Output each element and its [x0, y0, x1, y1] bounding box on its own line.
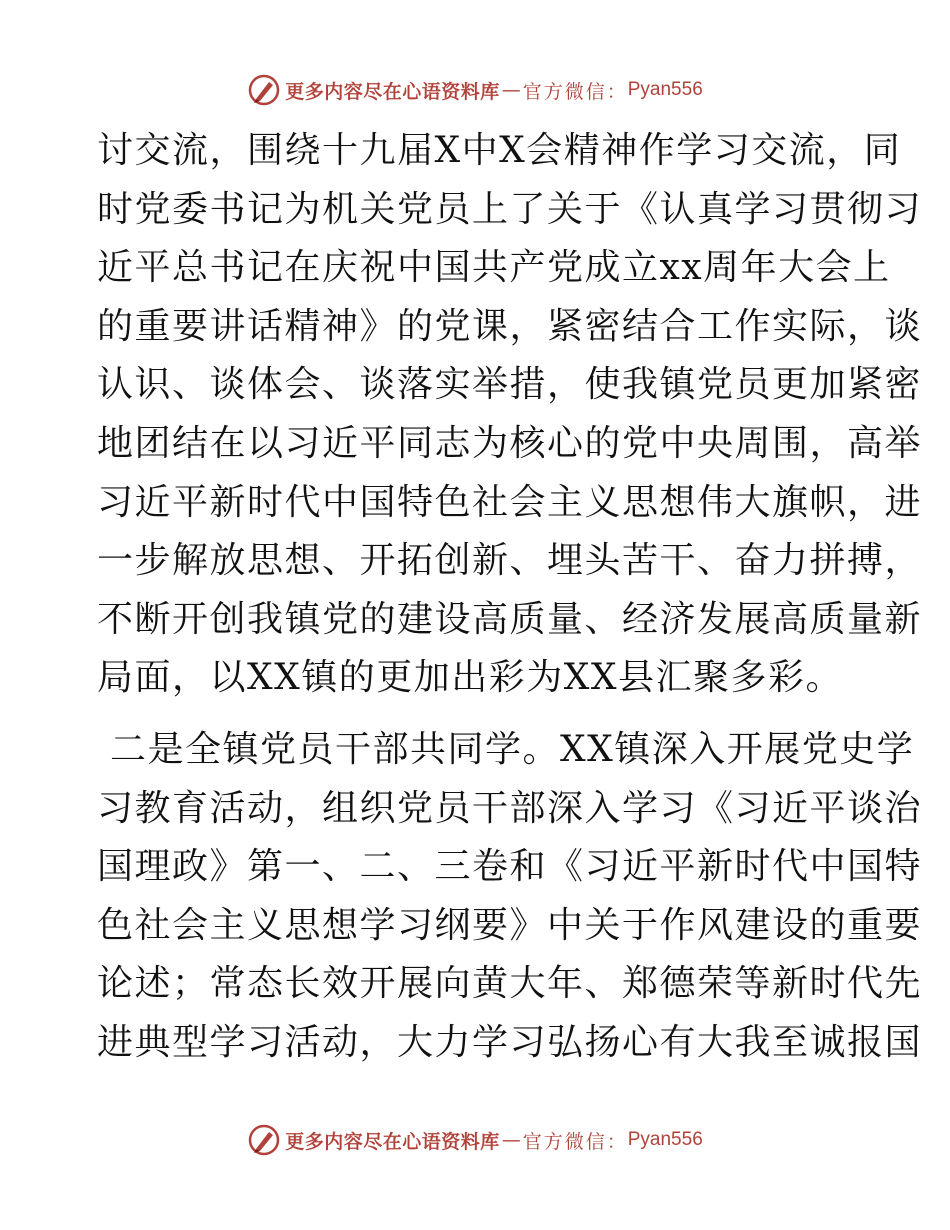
text-line: 一步解放思想、开拓创新、埋头苦干、奋力拼搏， [97, 540, 923, 582]
text-line: 局面，以XX镇的更加出彩为XX县汇聚多彩。 [97, 657, 844, 699]
text-line: 论述；常态长效开展向黄大年、郑德荣等新时代先 [97, 963, 923, 1005]
pen-seal-icon [247, 73, 281, 107]
text-line: 二是全镇党员干部共同学。XX镇深入开展党史学 [97, 728, 915, 770]
text-line: 讨交流，围绕十九届X中X会精神作学习交流，同 [97, 130, 902, 171]
header-separator: — [501, 79, 521, 101]
header-contact-label: 官方微信： [522, 80, 628, 103]
header-banner [0, 70, 950, 110]
footer-slogan: 更多内容尽在心语资料库 [285, 1130, 500, 1153]
text-line: 习教育活动，组织党员干部深入学习《习近平谈治 [97, 787, 923, 829]
text-line: 国理政》第一、二、三卷和《习近平新时代中国特 [97, 846, 923, 888]
text-line: 习近平新时代中国特色社会主义思想伟大旗帜，进 [97, 481, 923, 523]
text-line: 色社会主义思想学习纲要》中关于作风建设的重要 [97, 904, 923, 946]
footer-contact-label: 官方微信： [522, 1130, 628, 1153]
text-line: 地团结在以习近平同志为核心的党中央周围，高举 [97, 422, 923, 464]
pen-seal-icon [247, 1123, 281, 1157]
text-line: 近平总书记在庆祝中国共产党成立xx周年大会上 [97, 247, 891, 289]
footer-separator: — [501, 1129, 521, 1151]
header-slogan: 更多内容尽在心语资料库 [285, 80, 500, 103]
paragraph-2 [97, 721, 923, 1073]
paragraph-1 [97, 122, 923, 708]
document-body [97, 122, 923, 1073]
header-contact-id: Pyan556 [627, 79, 703, 100]
footer-contact-id: Pyan556 [627, 1129, 703, 1150]
footer-banner [0, 1120, 950, 1160]
text-line: 时党委书记为机关党员上了关于《认真学习贯彻习 [97, 188, 923, 230]
text-line: 进典型学习活动，大力学习弘扬心有大我至诚报国 [97, 1021, 923, 1063]
text-line: 不断开创我镇党的建设高质量、经济发展高质量新 [97, 598, 923, 640]
text-line: 的重要讲话精神》的党课，紧密结合工作实际，谈 [97, 305, 923, 347]
text-line: 认识、谈体会、谈落实举措，使我镇党员更加紧密 [97, 364, 923, 406]
